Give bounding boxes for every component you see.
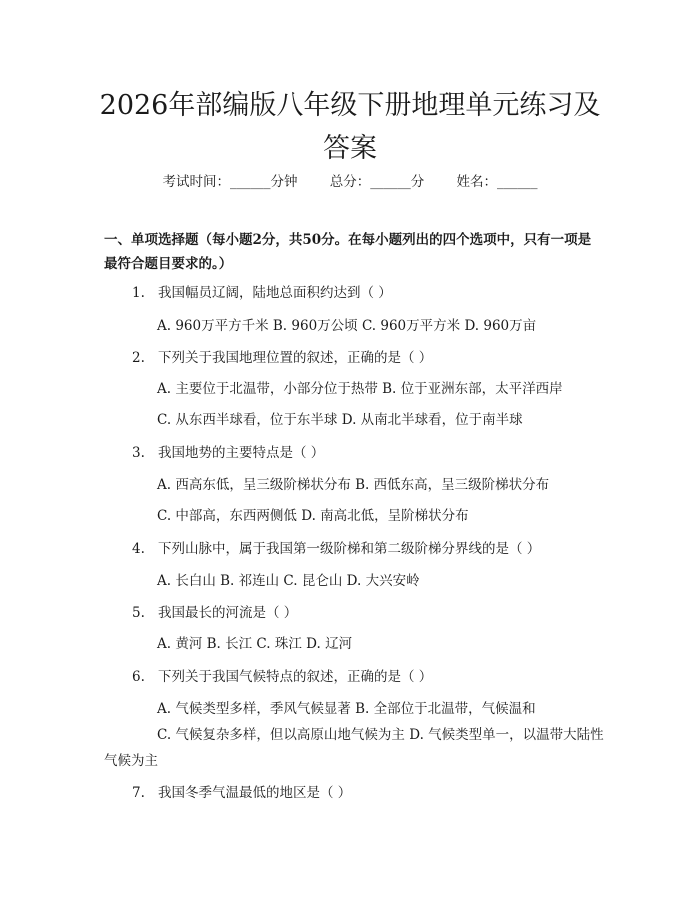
question-4: [132, 537, 540, 557]
question-6-options-2: C. 气候复杂多样，但以高原山地气候为主 D. 气候类型单一，以温带大陆性气候为主: [104, 727, 604, 769]
question-4-options: A. 长白山 B. 祁连山 C. 昆仑山 D. 大兴安岭: [157, 573, 420, 589]
question-3-options-1: A. 西高东低，呈三级阶梯状分布 B. 西低东高，呈三级阶梯状分布: [157, 477, 550, 493]
question-text: 下列关于我国地理位置的叙述，正确的是（ ）: [158, 350, 433, 366]
question-6-options-1: A. 气候类型多样，季风气候显著 B. 全部位于北温带，气候温和: [157, 701, 536, 717]
question-3: [132, 441, 324, 461]
question-2-options-2: C. 从东西半球看，位于东半球 D. 从南北半球看，位于南半球: [157, 412, 523, 428]
question-text: 下列山脉中，属于我国第一级阶梯和第二级阶梯分界线的是（ ）: [158, 541, 541, 557]
question-text: 下列关于我国气候特点的叙述，正确的是（ ）: [158, 669, 433, 685]
question-text: 我国最长的河流是（ ）: [158, 605, 298, 621]
question-number: 6.: [132, 669, 145, 685]
exam-name: 姓名：______: [456, 174, 538, 190]
question-text: 我国地势的主要特点是（ ）: [158, 445, 325, 461]
question-1-options: A. 960万平方千米 B. 960万公顷 C. 960万平方米 D. 960万亩: [157, 318, 537, 334]
question-number: 1.: [132, 285, 145, 301]
question-number: 2.: [132, 350, 145, 366]
question-number: 4.: [132, 541, 145, 557]
exam-info: [0, 170, 700, 190]
question-7: [132, 781, 351, 801]
question-number: 7.: [132, 785, 145, 801]
question-6: [132, 665, 432, 685]
question-number: 3.: [132, 445, 145, 461]
question-2: [132, 346, 432, 366]
question-2-options-1: A. 主要位于北温带，小部分位于热带 B. 位于亚洲东部，太平洋西岸: [157, 381, 563, 397]
question-5: [132, 601, 297, 621]
question-text: 我国幅员辽阔，陆地总面积约达到（ ）: [158, 285, 392, 301]
question-3-options-2: C. 中部高，东西两侧低 D. 南高北低，呈阶梯状分布: [157, 508, 469, 524]
question-5-options: A. 黄河 B. 长江 C. 珠江 D. 辽河: [157, 636, 353, 652]
question-text: 我国冬季气温最低的地区是（ ）: [158, 785, 352, 801]
exam-time: 考试时间：______分钟: [162, 174, 298, 190]
page-title: 2026年部编版八年级下册地理单元练习及答案: [99, 90, 601, 164]
question-1: [132, 281, 392, 301]
question-number: 5.: [132, 605, 145, 621]
exam-score: 总分：______分: [329, 174, 425, 190]
section-heading: 一、单项选择题（每小题2分，共50分。在每小题列出的四个选项中，只有一项是最符合题目要求的。）: [104, 232, 592, 272]
